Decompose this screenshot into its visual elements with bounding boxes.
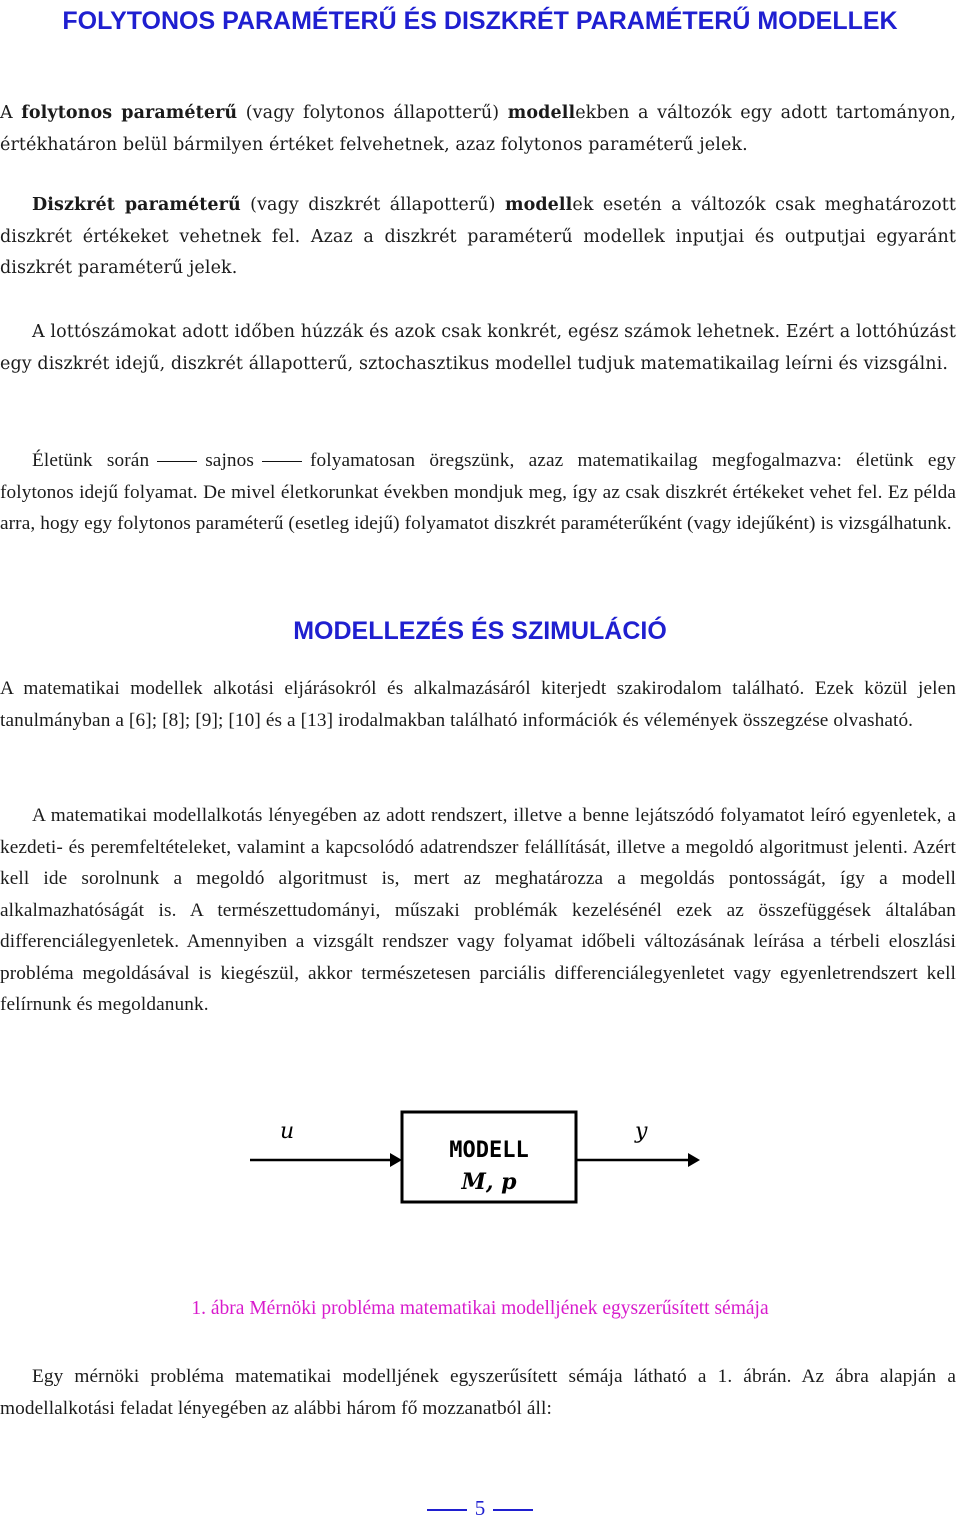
p2-text-c: (vagy diszkrét állapotterű) (240, 195, 505, 215)
p2-bold-term: Diszkrét paraméterű (32, 195, 241, 215)
output-arrowhead (688, 1153, 700, 1167)
p5-text: A matematikai modellek alkotási eljárásokról és alkalmazásáról kiterjedt szakirodalom található. Ezek közül jelen tanulmányban a [6]; [8]; [9]; [10] és a [13] irodalmakban található információk és vélemények összegzése olvasható. (0, 678, 956, 731)
p2-bold-modell: modell (504, 195, 573, 215)
input-label: u (280, 1119, 295, 1144)
p4-text-b: sajnos (205, 450, 254, 471)
p6-text: A matematikai modellalkotás lényegében az adott rendszert, illetve a benne lejátszódó folyamatot leíró egyenletek, a kezdeti- és peremfeltételeket, valamint a kapcsolódó adatrendszer felállítását, illetve a megoldó algoritmust jelenti. Azért kell ide sorolnunk a megoldó algoritmust is, mert az meghatározza a megoldás pontosságát, így a modell alkalmazhatóságát is. A természettudományi, műszaki problémák kezelésénél ezek az összefüggések általában differenciálegyenletek. Amennyiben a vizsgált rendszer vagy folyamat időbeli változásának leírása a térbeli eloszlási probléma megoldásával is kiegészül, akkor természetesen parciális differenciálegyenletet vagy egyenletrendszert kell felírnunk és megoldanunk. (0, 805, 956, 1015)
em-dash-line (157, 461, 197, 462)
model-box-params: M, p (461, 1169, 517, 1195)
output-label: y (635, 1119, 648, 1144)
p1-bold-modell: modell (507, 103, 576, 123)
page-number-dash-right (493, 1509, 533, 1511)
figure-caption: 1. ábra Mérnöki probléma matematikai modelljének egyszerűsített sémája (191, 1298, 769, 1319)
section-heading-modeling: MODELLEZÉS ÉS SZIMULÁCIÓ (293, 617, 667, 645)
p3-text: A lottószámokat adott időben húzzák és azok csak konkrét, egész számok lehetnek. Ezért a lottóhúzást egy diszkrét idejű, diszkrét állapotterű, sztochasztikus modellel tudjuk matematikailag leírni és vizsgálni. (0, 322, 956, 374)
p4-text-c: folyamatosan öregszünk, azaz matematikailag megfogalmazva: életünk egy folytonos idejű folyamat. De mivel életkorunkat években mondjuk meg, így az csak diszkrét értékeket vehet fel. Ez példa arra, hogy egy folytonos paraméterű (esetleg idejű) folyamatot diszkrét paraméterűként (vagy idejűként) is vizsgálhatunk. (0, 450, 956, 534)
p7-text: Egy mérnöki probléma matematikai modelljének egyszerűsített sémája látható a 1. ábrán. Az ábra alapján a modellalkotási feladat lényegében az alábbi három fő mozzanatból áll: (0, 1366, 956, 1419)
paragraph-model-building (0, 800, 956, 1021)
em-dash-line (262, 461, 302, 462)
page-number-dash-left (427, 1509, 467, 1511)
p1-text-a: A (0, 103, 22, 123)
input-arrowhead (390, 1153, 402, 1167)
model-block-diagram (240, 1105, 700, 1215)
section-heading-continuous-discrete: FOLYTONOS PARAMÉTERŰ ÉS DISZKRÉT PARAMÉTERŰ MODELLEK (62, 7, 898, 35)
page-number (0, 1496, 960, 1521)
p1-text-c: (vagy folytonos állapotterű) (237, 103, 508, 123)
p1-bold-term: folytonos paraméterű (21, 103, 238, 123)
paragraph-lottery (0, 317, 956, 380)
model-box-title: MODELL (449, 1138, 529, 1163)
paragraph-continuous-models (0, 98, 956, 161)
p1-text-d: ekben a változók egy adott tartományon, értékhatáron belül bármilyen értéket felvehetnek, azaz folytonos paraméterű jelek. (0, 103, 957, 155)
paragraph-figure-reference (0, 1361, 956, 1424)
page-number-value: 5 (474, 1496, 486, 1520)
paragraph-discrete-models (0, 190, 956, 285)
paragraph-aging (0, 445, 956, 540)
paragraph-literature (0, 673, 956, 736)
p2-text-d: ek esetén a változók csak meghatározott diszkrét értékeket vehetnek fel. Azaz a diszkrét paraméterű modellek inputjai és outputjai egyaránt diszkrét paraméterű jelek. (0, 195, 956, 278)
p4-text-a: Életünk során (32, 450, 150, 471)
